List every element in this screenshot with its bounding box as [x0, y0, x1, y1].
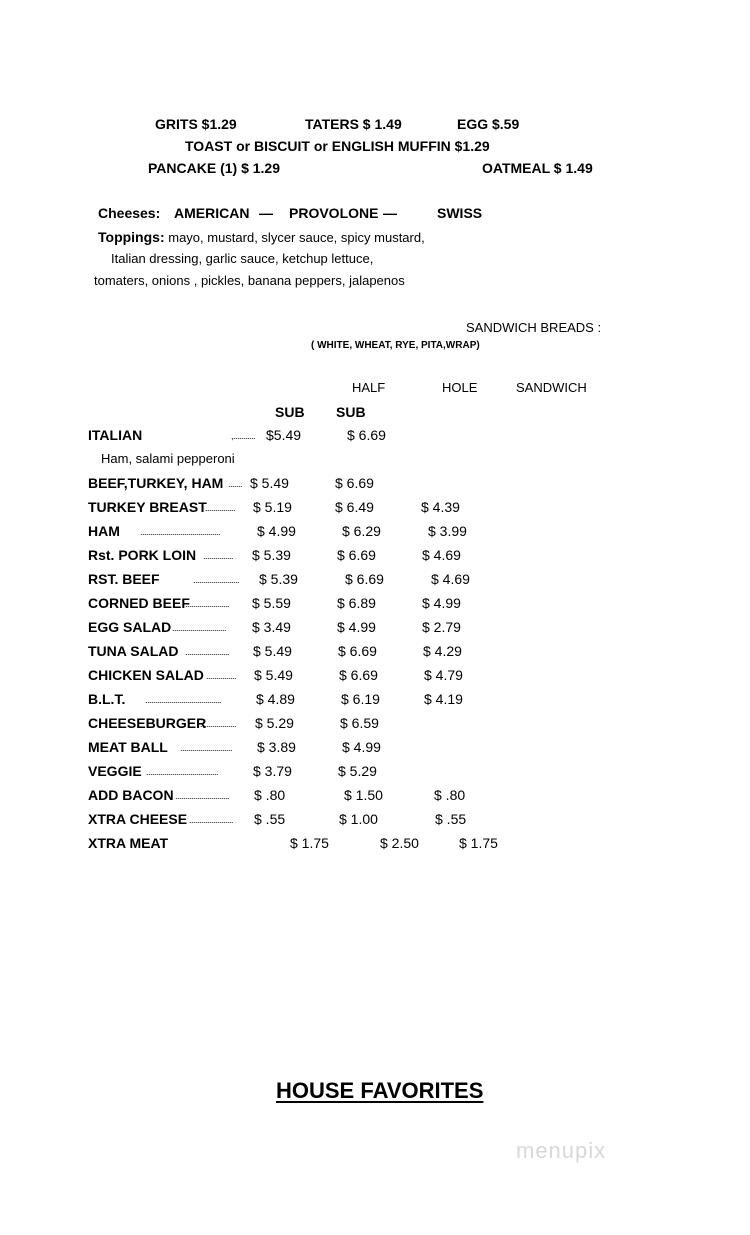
menu-row: [0, 667, 750, 689]
item-dots: ...............: [203, 551, 234, 561]
item-dots: ...........................: [175, 791, 230, 801]
menu-row: [0, 523, 750, 545]
item-name: ITALIAN: [88, 427, 143, 443]
price-half: $ 5.49: [250, 475, 289, 491]
item-dots: ....................................: [146, 767, 219, 777]
price-hole: $ 6.69: [335, 475, 374, 491]
item-dots: ...........................: [172, 623, 227, 633]
price-hole: $ 6.49: [335, 499, 374, 515]
price-half: $ 5.39: [259, 571, 298, 587]
sandwich-breads-label: SANDWICH BREADS :: [466, 320, 602, 335]
menu-row: [0, 763, 750, 785]
header-half: HALF: [352, 380, 386, 395]
menu-row: [0, 595, 750, 617]
item-dots: ..........................: [180, 743, 233, 753]
price-sandwich: $ 4.79: [424, 667, 463, 683]
price-half: $ .55: [254, 811, 286, 827]
price-hole: $ 6.59: [340, 715, 379, 731]
cheese-separator: —: [259, 205, 273, 221]
item-dots: ......................: [185, 599, 230, 609]
menu-row: [0, 643, 750, 665]
cheese-separator: —: [383, 205, 397, 221]
item-name: TUNA SALAD: [88, 643, 179, 659]
item-dots: ...............: [206, 671, 237, 681]
header-hole: HOLE: [442, 380, 478, 395]
pancake-item: PANCAKE (1) $ 1.29: [148, 160, 281, 176]
price-hole: $ 6.69: [338, 643, 377, 659]
price-hole: $ 1.50: [344, 787, 383, 803]
menu-row: [0, 499, 750, 521]
price-half: $ 3.49: [252, 619, 291, 635]
item-name: HAM: [88, 523, 120, 539]
price-half: $ 5.49: [254, 667, 293, 683]
price-half: $ .80: [254, 787, 286, 803]
price-sandwich: $ 3.99: [428, 523, 467, 539]
price-sandwich: $ 4.29: [423, 643, 462, 659]
item-dots: ........................................: [140, 527, 221, 537]
header-sub-half: SUB: [275, 404, 305, 420]
cheese-swiss: SWISS: [437, 205, 483, 221]
price-hole: $ 5.29: [338, 763, 377, 779]
price-half: $ 1.75: [290, 835, 329, 851]
price-hole: $ 6.89: [337, 595, 376, 611]
menu-row: [0, 475, 750, 497]
toppings-label: Toppings:: [98, 229, 165, 245]
price-sandwich: $ 4.99: [422, 595, 461, 611]
price-half: $ 5.59: [252, 595, 291, 611]
item-name: B.L.T.: [88, 691, 126, 707]
item-name: TURKEY BREAST: [88, 499, 207, 515]
price-hole: $ 6.29: [342, 523, 381, 539]
item-name: MEAT BALL: [88, 739, 168, 755]
menu-row: [0, 715, 750, 737]
cheese-provolone: PROVOLONE: [289, 205, 379, 221]
item-name: EGG SALAD: [88, 619, 172, 635]
item-name: CHEESEBURGER: [88, 715, 207, 731]
menu-row: [0, 811, 750, 833]
price-half: $ 4.99: [257, 523, 296, 539]
price-hole: $ 6.69: [347, 427, 386, 443]
section-title: HOUSE FAVORITES: [276, 1078, 484, 1103]
price-half: $ 3.89: [257, 739, 296, 755]
toppings-text-1: mayo, mustard, slycer sauce, spicy mustard,: [168, 230, 425, 245]
item-name: VEGGIE: [88, 763, 142, 779]
item-name: ADD BACON: [88, 787, 174, 803]
item-name: Rst. PORK LOIN: [88, 547, 197, 563]
item-dots: ...............: [205, 503, 236, 513]
price-sandwich: $ 4.39: [421, 499, 460, 515]
toast-item: TOAST or BISCUIT or ENGLISH MUFFIN $1.29: [185, 138, 490, 154]
menu-row: [0, 427, 750, 449]
item-dots: ,...........: [231, 431, 256, 441]
item-name: XTRA MEAT: [88, 835, 169, 851]
item-name: CHICKEN SALAD: [88, 667, 204, 683]
menu-row: [0, 571, 750, 593]
price-half: $ 5.49: [253, 643, 292, 659]
price-half: $ 5.19: [253, 499, 292, 515]
price-sandwich: $ .80: [434, 787, 466, 803]
price-hole: $ 6.69: [345, 571, 384, 587]
menu-row: [0, 547, 750, 569]
cheeses-label: Cheeses:: [98, 205, 161, 221]
item-name: BEEF,TURKEY, HAM: [88, 475, 224, 491]
header-sandwich: SANDWICH: [516, 380, 587, 395]
price-sandwich: $ 4.19: [424, 691, 463, 707]
menu-row: [0, 691, 750, 713]
item-dots: .......: [228, 479, 243, 489]
toppings-line-2: Italian dressing, garlic sauce, ketchup lettuce,: [111, 251, 374, 266]
price-sandwich: $ 4.69: [422, 547, 461, 563]
item-dots: ......................................: [145, 695, 222, 705]
egg-item: EGG $.59: [457, 116, 520, 132]
price-hole: $ 4.99: [337, 619, 376, 635]
item-name: XTRA CHEESE: [88, 811, 188, 827]
toppings-line-3: tomaters, onions , pickles, banana peppers, jalapenos: [94, 273, 405, 288]
cheese-american: AMERICAN: [174, 205, 250, 221]
price-sandwich: $ 1.75: [459, 835, 498, 851]
price-half: $5.49: [266, 427, 302, 443]
item-dots: ......................: [185, 647, 230, 657]
toppings-line-1: [98, 229, 425, 245]
item-dots: .......................: [193, 575, 240, 585]
menu-row: [0, 451, 750, 473]
menu-row: [0, 787, 750, 809]
price-hole: $ 1.00: [339, 811, 378, 827]
item-dots: ......................: [189, 815, 234, 825]
bread-list: ( WHITE, WHEAT, RYE, PITA,WRAP): [311, 340, 480, 351]
price-half: $ 5.29: [255, 715, 294, 731]
item-name: CORNED BEEF: [88, 595, 190, 611]
item-name: RST. BEEF: [88, 571, 160, 587]
grits-item: GRITS $1.29: [155, 116, 237, 132]
price-half: $ 4.89: [256, 691, 295, 707]
price-half: $ 3.79: [253, 763, 292, 779]
taters-item: TATERS $ 1.49: [305, 116, 402, 132]
price-sandwich: $ 2.79: [422, 619, 461, 635]
price-hole: $ 2.50: [380, 835, 419, 851]
header-sub-hole: SUB: [336, 404, 366, 420]
price-half: $ 5.39: [252, 547, 291, 563]
item-dots: ..................: [200, 719, 237, 729]
menu-row: [0, 619, 750, 641]
price-sandwich: $ .55: [435, 811, 467, 827]
menu-row: [0, 739, 750, 761]
watermark-logo: menupix: [516, 1138, 607, 1163]
price-hole: $ 4.99: [342, 739, 381, 755]
price-hole: $ 6.69: [337, 547, 376, 563]
menu-row: [0, 835, 750, 857]
price-hole: $ 6.69: [339, 667, 378, 683]
oatmeal-item: OATMEAL $ 1.49: [482, 160, 593, 176]
price-hole: $ 6.19: [341, 691, 380, 707]
price-sandwich: $ 4.69: [431, 571, 470, 587]
item-description: Ham, salami pepperoni: [101, 451, 235, 466]
